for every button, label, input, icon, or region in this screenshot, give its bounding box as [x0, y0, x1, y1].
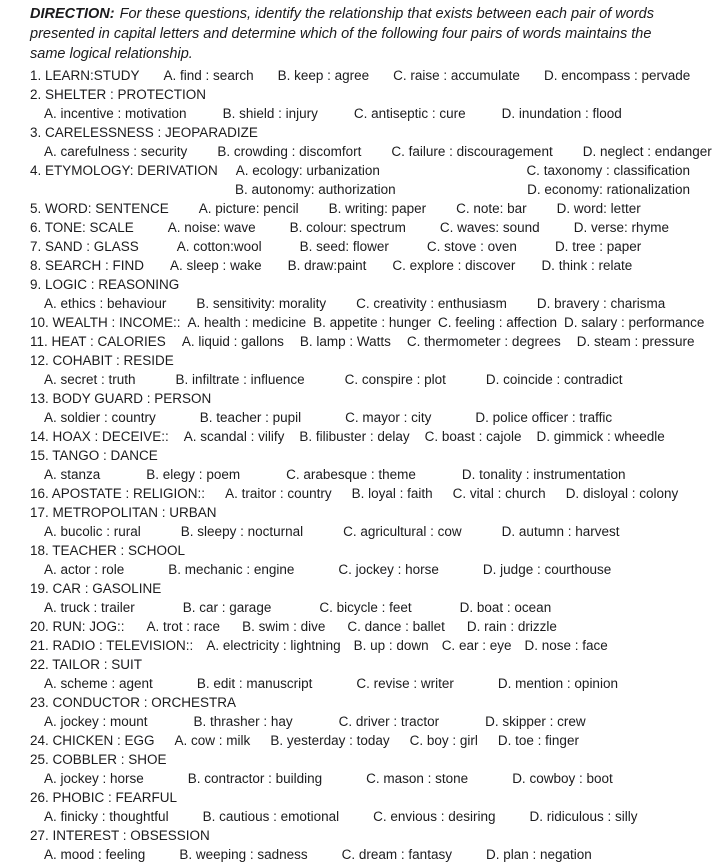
answer-option: B. colour: spectrum — [289, 220, 406, 235]
answer-option: C. thermometer : degrees — [406, 334, 561, 349]
answer-option: C. envious : desiring — [373, 809, 496, 824]
option-line — [30, 142, 712, 161]
answer-option: B. sensitivity: morality — [196, 296, 327, 311]
answer-option: B. elegy : poem — [146, 467, 241, 482]
answer-option: A. finicky : thoughtful — [44, 809, 169, 824]
question — [30, 750, 690, 788]
option-line — [30, 465, 690, 484]
question — [30, 389, 690, 427]
answer-option: B. filibuster : delay — [299, 429, 410, 444]
answer-option: B. car : garage — [182, 600, 272, 615]
question-line — [30, 313, 705, 332]
answer-option: A. cotton:wool — [176, 239, 262, 254]
answer-option: A. soldier : country — [44, 410, 156, 425]
question-line — [30, 66, 690, 85]
question-stem: 18. TEACHER : SCHOOL — [30, 543, 186, 558]
question-line — [30, 655, 690, 674]
question — [30, 617, 690, 636]
answer-option: A. sleep : wake — [170, 258, 262, 273]
answer-option: B. infiltrate : influence — [175, 372, 305, 387]
question-stem: 3. CARELESSNESS : JEOPARADIZE — [30, 125, 258, 140]
answer-option: C. boy : girl — [409, 733, 478, 748]
answer-option: C. driver : tractor — [338, 714, 440, 729]
answer-option: C. arabesque : theme — [286, 467, 416, 482]
answer-option: D. inundation : flood — [501, 106, 622, 121]
answer-option: D. steam : pressure — [576, 334, 695, 349]
question — [30, 541, 690, 579]
option-line — [30, 598, 690, 617]
answer-option: A. cow : milk — [174, 733, 251, 748]
question-stem: 1. LEARN:STUDY — [30, 68, 140, 83]
question-stem: 17. METROPOLITAN : URBAN — [30, 505, 217, 520]
answer-option: B. keep : agree — [277, 68, 370, 83]
answer-option: A. liquid : gallons — [181, 334, 284, 349]
question-line — [30, 617, 690, 636]
answer-option: B. yesterday : today — [270, 733, 390, 748]
question-stem: 2. SHELTER : PROTECTION — [30, 87, 207, 102]
answer-option: D. gimmick : wheedle — [536, 429, 665, 444]
answer-option: D. coincide : contradict — [485, 372, 623, 387]
answer-option: C. dream : fantasy — [341, 847, 452, 862]
question-line — [30, 731, 690, 750]
question-stem: 13. BODY GUARD : PERSON — [30, 391, 212, 406]
question-stem: 25. COBBLER : SHOE — [30, 752, 167, 767]
answer-option: D. neglect : endanger — [582, 144, 712, 159]
question-stem: 4. ETYMOLOGY: DERIVATION — [30, 163, 218, 178]
answer-option: A. health : medicine — [187, 315, 307, 330]
question — [30, 237, 690, 256]
question-line — [30, 636, 690, 655]
question-stem: 6. TONE: SCALE — [30, 220, 134, 235]
question-stem: 14. HOAX : DECEIVE:: — [30, 429, 169, 444]
answer-option: D. police officer : traffic — [475, 410, 613, 425]
answer-option: B. weeping : sadness — [179, 847, 308, 862]
question-line — [30, 123, 690, 142]
answer-option: B. appetite : hunger — [313, 315, 431, 330]
question — [30, 788, 690, 826]
question-line — [30, 351, 690, 370]
answer-option: B. sleepy : nocturnal — [180, 524, 304, 539]
answer-option: A. electricity : lightning — [206, 638, 341, 653]
answer-option: C. ear : eye — [441, 638, 512, 653]
answer-option: B. lamp : Watts — [299, 334, 391, 349]
answer-option: A. scandal : vilify — [183, 429, 285, 444]
question-line — [30, 427, 690, 446]
question — [30, 161, 690, 199]
answer-option: A. find : search — [163, 68, 254, 83]
answer-option: D. verse: rhyme — [573, 220, 669, 235]
answer-option: B. crowding : discomfort — [217, 144, 362, 159]
answer-option: C. mason : stone — [366, 771, 469, 786]
question — [30, 427, 690, 446]
answer-option: A. jockey : mount — [44, 714, 148, 729]
question-line — [30, 579, 690, 598]
answer-option: C. raise : accumulate — [393, 68, 520, 83]
answer-option: A. traitor : country — [225, 486, 332, 501]
direction-text: For these questions, identify the relationship that exists between each pair of words presented in capital letters and determine which of the following four pairs of words maintains the same logical relationship. — [30, 6, 654, 62]
answer-option: D. encompass : pervade — [543, 68, 691, 83]
answer-option: A. ethics : behaviour — [44, 296, 167, 311]
answer-option: B. seed: flower — [299, 239, 389, 254]
answer-option: D. think : relate — [541, 258, 633, 273]
answer-option: B. thrasher : hay — [193, 714, 293, 729]
question-stem: 23. CONDUCTOR : ORCHESTRA — [30, 695, 237, 710]
option-line — [30, 674, 690, 693]
answer-option: D. judge : courthouse — [482, 562, 612, 577]
answer-option: A. picture: pencil — [198, 201, 299, 216]
question — [30, 636, 690, 655]
answer-option: D. word: letter — [556, 201, 641, 216]
question-line — [30, 541, 690, 560]
question-stem: 27. INTEREST : OBSESSION — [30, 828, 210, 843]
answer-option: A. scheme : agent — [44, 676, 153, 691]
answer-option: D. economy: rationalization — [527, 182, 690, 197]
answer-option: B. mechanic : engine — [168, 562, 295, 577]
answer-option: D. ridiculous : silly — [529, 809, 638, 824]
answer-option: D. cowboy : boot — [512, 771, 613, 786]
answer-option: D. disloyal : colony — [565, 486, 679, 501]
option-line — [30, 807, 690, 826]
question — [30, 655, 690, 693]
question-line — [30, 750, 690, 769]
option-line — [30, 104, 690, 123]
option-line — [30, 370, 690, 389]
answer-option: C. creativity : enthusiasm — [356, 296, 507, 311]
question — [30, 256, 690, 275]
question-stem: 19. CAR : GASOLINE — [30, 581, 162, 596]
question-line — [30, 256, 690, 275]
question-line — [30, 389, 690, 408]
answer-option: D. tree : paper — [554, 239, 642, 254]
question — [30, 484, 690, 503]
question — [30, 446, 690, 484]
answer-option: A. noise: wave — [167, 220, 256, 235]
answer-option: A. bucolic : rural — [44, 524, 141, 539]
answer-option: D. skipper : crew — [485, 714, 586, 729]
question-stem: 22. TAILOR : SUIT — [30, 657, 143, 672]
direction-paragraph — [30, 4, 690, 64]
answer-option: D. rain : drizzle — [466, 619, 557, 634]
answer-option: C. stove : oven — [426, 239, 517, 254]
answer-option: B. writing: paper — [328, 201, 427, 216]
question — [30, 199, 690, 218]
question-stem: 5. WORD: SENTENCE — [30, 201, 169, 216]
option-line — [30, 522, 690, 541]
answer-option: D. autumn : harvest — [501, 524, 620, 539]
option-line — [30, 712, 690, 731]
answer-option: C. revise : writer — [356, 676, 454, 691]
answer-option: C. mayor : city — [345, 410, 432, 425]
answer-option: C. failure : discouragement — [391, 144, 553, 159]
answer-option: A. jockey : horse — [44, 771, 144, 786]
answer-option: C. taxonomy : classification — [526, 163, 690, 178]
answer-option: C. agricultural : cow — [343, 524, 462, 539]
answer-option: B. cautious : emotional — [202, 809, 340, 824]
question — [30, 66, 690, 85]
question-line — [30, 446, 690, 465]
answer-option: C. waves: sound — [439, 220, 540, 235]
answer-option: D. plan : negation — [485, 847, 592, 862]
question-line — [30, 332, 695, 351]
question-stem: 8. SEARCH : FIND — [30, 258, 145, 273]
question-list — [30, 66, 712, 864]
question-stem: 16. APOSTATE : RELIGION:: — [30, 486, 206, 501]
question-stem: 11. HEAT : CALORIES — [30, 334, 166, 349]
answer-option: A. secret : truth — [44, 372, 136, 387]
answer-option: B. shield : injury — [222, 106, 318, 121]
answer-option: C. conspire : plot — [344, 372, 446, 387]
option-line — [30, 769, 690, 788]
answer-option: D. salary : performance — [564, 315, 705, 330]
question — [30, 503, 690, 541]
question-line — [30, 484, 690, 503]
question — [30, 579, 690, 617]
answer-option: D. boat : ocean — [459, 600, 552, 615]
answer-option: C. boast : cajole — [424, 429, 522, 444]
answer-option: D. bravery : charisma — [536, 296, 666, 311]
option-line — [30, 408, 690, 427]
answer-option: D. mention : opinion — [497, 676, 618, 691]
answer-option: C. feeling : affection — [437, 315, 558, 330]
question — [30, 332, 695, 351]
option-line — [30, 294, 690, 313]
question — [30, 123, 712, 161]
answer-option: A. actor : role — [44, 562, 125, 577]
answer-option: D. tonality : instrumentation — [461, 467, 626, 482]
question-stem: 26. PHOBIC : FEARFUL — [30, 790, 178, 805]
answer-option: C. vital : church — [452, 486, 546, 501]
question-line — [30, 85, 690, 104]
question — [30, 826, 690, 864]
question — [30, 85, 690, 123]
answer-option: A. truck : trailer — [44, 600, 135, 615]
answer-option: C. note: bar — [456, 201, 527, 216]
question-line — [30, 161, 690, 180]
option-line — [30, 560, 690, 579]
question-stem: 12. COHABIT : RESIDE — [30, 353, 174, 368]
answer-option: B. up : down — [353, 638, 429, 653]
question-line — [30, 275, 690, 294]
answer-option: A. carefulness : security — [44, 144, 188, 159]
question — [30, 275, 690, 313]
answer-option: B. autonomy: authorization — [235, 182, 396, 197]
question-line — [30, 826, 690, 845]
question-line — [30, 218, 690, 237]
answer-option: D. toe : finger — [497, 733, 579, 748]
question — [30, 731, 690, 750]
answer-option: A. trot : race — [146, 619, 221, 634]
answer-option: C. dance : ballet — [347, 619, 445, 634]
question-line — [30, 199, 690, 218]
answer-option: A. mood : feeling — [44, 847, 146, 862]
answer-option: B. swim : dive — [242, 619, 326, 634]
question-stem: 24. CHICKEN : EGG — [30, 733, 155, 748]
answer-option: B. contractor : building — [187, 771, 323, 786]
answer-option: A. incentive : motivation — [44, 106, 187, 121]
answer-option: B. draw:paint — [287, 258, 367, 273]
answer-option: B. edit : manuscript — [196, 676, 313, 691]
question-line — [30, 693, 690, 712]
question-stem: 21. RADIO : TELEVISION:: — [30, 638, 194, 653]
answer-option: A. ecology: urbanization — [235, 163, 380, 178]
answer-option: A. stanza — [44, 467, 101, 482]
question-line — [30, 788, 690, 807]
answer-option: C. jockey : horse — [338, 562, 439, 577]
answer-option: C. explore : discover — [392, 258, 516, 273]
answer-option: B. loyal : faith — [351, 486, 433, 501]
answer-option: C. bicycle : feet — [319, 600, 412, 615]
question-stem: 20. RUN: JOG:: — [30, 619, 125, 634]
option-line — [30, 845, 690, 864]
answer-option: B. teacher : pupil — [199, 410, 302, 425]
question-stem: 7. SAND : GLASS — [30, 239, 139, 254]
option-line — [30, 180, 690, 199]
question — [30, 313, 705, 332]
question-stem: 9. LOGIC : REASONING — [30, 277, 180, 292]
question — [30, 218, 690, 237]
question-line — [30, 503, 690, 522]
direction-label: DIRECTION: — [30, 6, 115, 22]
question-stem: 15. TANGO : DANCE — [30, 448, 158, 463]
question-stem: 10. WEALTH : INCOME:: — [30, 315, 181, 330]
question — [30, 693, 690, 731]
answer-option: C. antiseptic : cure — [353, 106, 466, 121]
question — [30, 351, 690, 389]
answer-option: D. nose : face — [524, 638, 608, 653]
question-line — [30, 237, 690, 256]
